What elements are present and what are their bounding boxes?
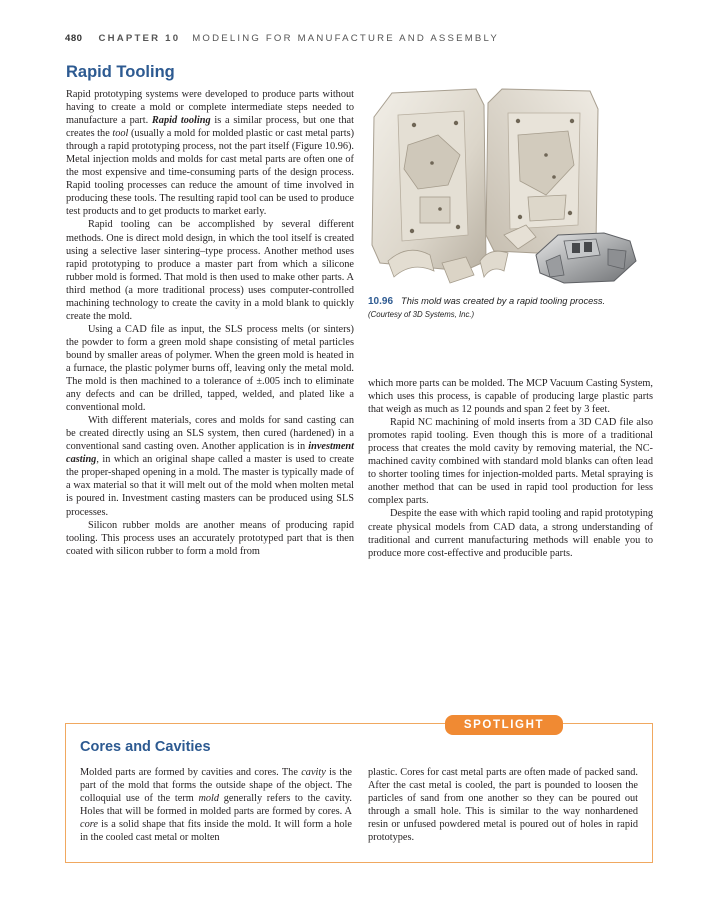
paragraph: Using a CAD file as input, the SLS process melts (or sinters) the powder to form a green mold shape consisting of metal particles bound by smaller areas of polymer. When the green mold is heated in a furnace, the plastic polymer burns off, leaving only the metal mold. The mold is then machined to a tolerance of ±.005 inch to eliminate any defects and can be drilled, tapped, welded, and plated like a conventional mold.	[66, 323, 354, 414]
chapter-label: CHAPTER 10	[98, 33, 181, 44]
spotlight-title: Cores and Cavities	[80, 739, 211, 755]
spotlight-left-column: Molded parts are formed by cavities and cores. The cavity is the part of the mold that forms the outside shape of the object. The colloquial use of the term mold generally refers to the cavity. Holes that will be formed in molded parts are formed by cores. A core is a solid shape that fits inside the mold. It will form a hole in the cooled cast metal or molten	[80, 767, 352, 844]
paragraph: which more parts can be molded. The MCP Vacuum Casting System, which uses this process, is capable of producing large plastic parts that weigh as much as 12 pounds and span 2 feet by 3 feet.	[368, 378, 653, 416]
paragraph: With different materials, cores and molds for sand casting can be created directly using an SLS system, then cured (hardened) in a conventional sand casting oven. Another application is in investment casting, in which an original shape called a master is used to create the proper-shaped opening in a mold. The master is typically made of a wax material so that it will melt out of the mold when molten metal is poured in. Investment casting masters can be produced using SLS processes.	[66, 415, 354, 518]
paragraph: Rapid tooling can be accomplished by several different methods. One is direct mold design, in which the tool itself is created using a selective laser sintering–type process. Another method uses rapid prototyping to produce a master part from which a silicone rubber mold is formed. That mold is then used to make other parts. A third method (a more traditional process) uses computer-controlled machining technology to create the cavity in a mold blank to quickly create the mold.	[66, 219, 354, 322]
page-number: 480	[65, 33, 83, 44]
right-column	[368, 377, 653, 560]
figure-10-96-image	[368, 85, 654, 291]
chapter-title: MODELING FOR MANUFACTURE AND ASSEMBLY	[192, 33, 499, 44]
figure-credit: (Courtesy of 3D Systems, Inc.)	[368, 310, 475, 319]
paragraph: Rapid NC machining of mold inserts from a 3D CAD file also promotes rapid tooling. Even though this is more of a traditional process that creates the mold cavity by removing material, the NC-machined cavity combined with standard mold blanks can often lead to shorter tooling times for injection-molded parts. Metal spraying is another method that can be used in rapid tool production for less complex parts.	[368, 417, 653, 507]
paragraph: Despite the ease with which rapid tooling and rapid prototyping create physical models from CAD data, a strong understanding of traditional and current manufacturing methods will enable you to produce more cost-effective and producible parts.	[368, 508, 653, 559]
left-column	[66, 88, 354, 558]
key-term: Rapid tooling	[151, 115, 211, 127]
spotlight-right-column: plastic. Cores for cast metal parts are often made of packed sand. After the cast metal is cooled, the part is pounded to loosen the particles of sand from one another so they can be poured out through a small hole. This is similar to the way nonhardened resin or unfused powdered metal is poured out of holes in rapid prototypes.	[368, 767, 638, 844]
running-head	[65, 33, 499, 44]
figure-caption	[368, 295, 658, 321]
figure-caption-text: This mold was created by a rapid tooling process.	[401, 296, 606, 306]
section-title: Rapid Tooling	[66, 63, 175, 81]
spotlight-tag: SPOTLIGHT	[445, 715, 563, 735]
key-term: investment casting	[66, 441, 354, 466]
paragraph: Rapid prototyping systems were developed to produce parts without having to create a mold or complete intermediate steps needed to manufacture a part. Rapid tooling is a similar process, but one that creates the tool (usually a mold for molded plastic or cast metal parts) through a rapid prototyping process, not the part itself (Figure 10.96). Metal injection molds and molds for cast metal parts are often one of the most expensive and time-consuming parts of the design process. Rapid tooling processes can reduce the amount of time involved in producing these tools. The resulting rapid tool can be used to produce test products and to get products to market early.	[66, 89, 355, 218]
figure-number: 10.96	[368, 296, 394, 307]
paragraph: Silicon rubber molds are another means of producing rapid tooling. This process uses an accurately prototyped part that is then coated with silicon rubber to form a mold from	[66, 519, 354, 557]
